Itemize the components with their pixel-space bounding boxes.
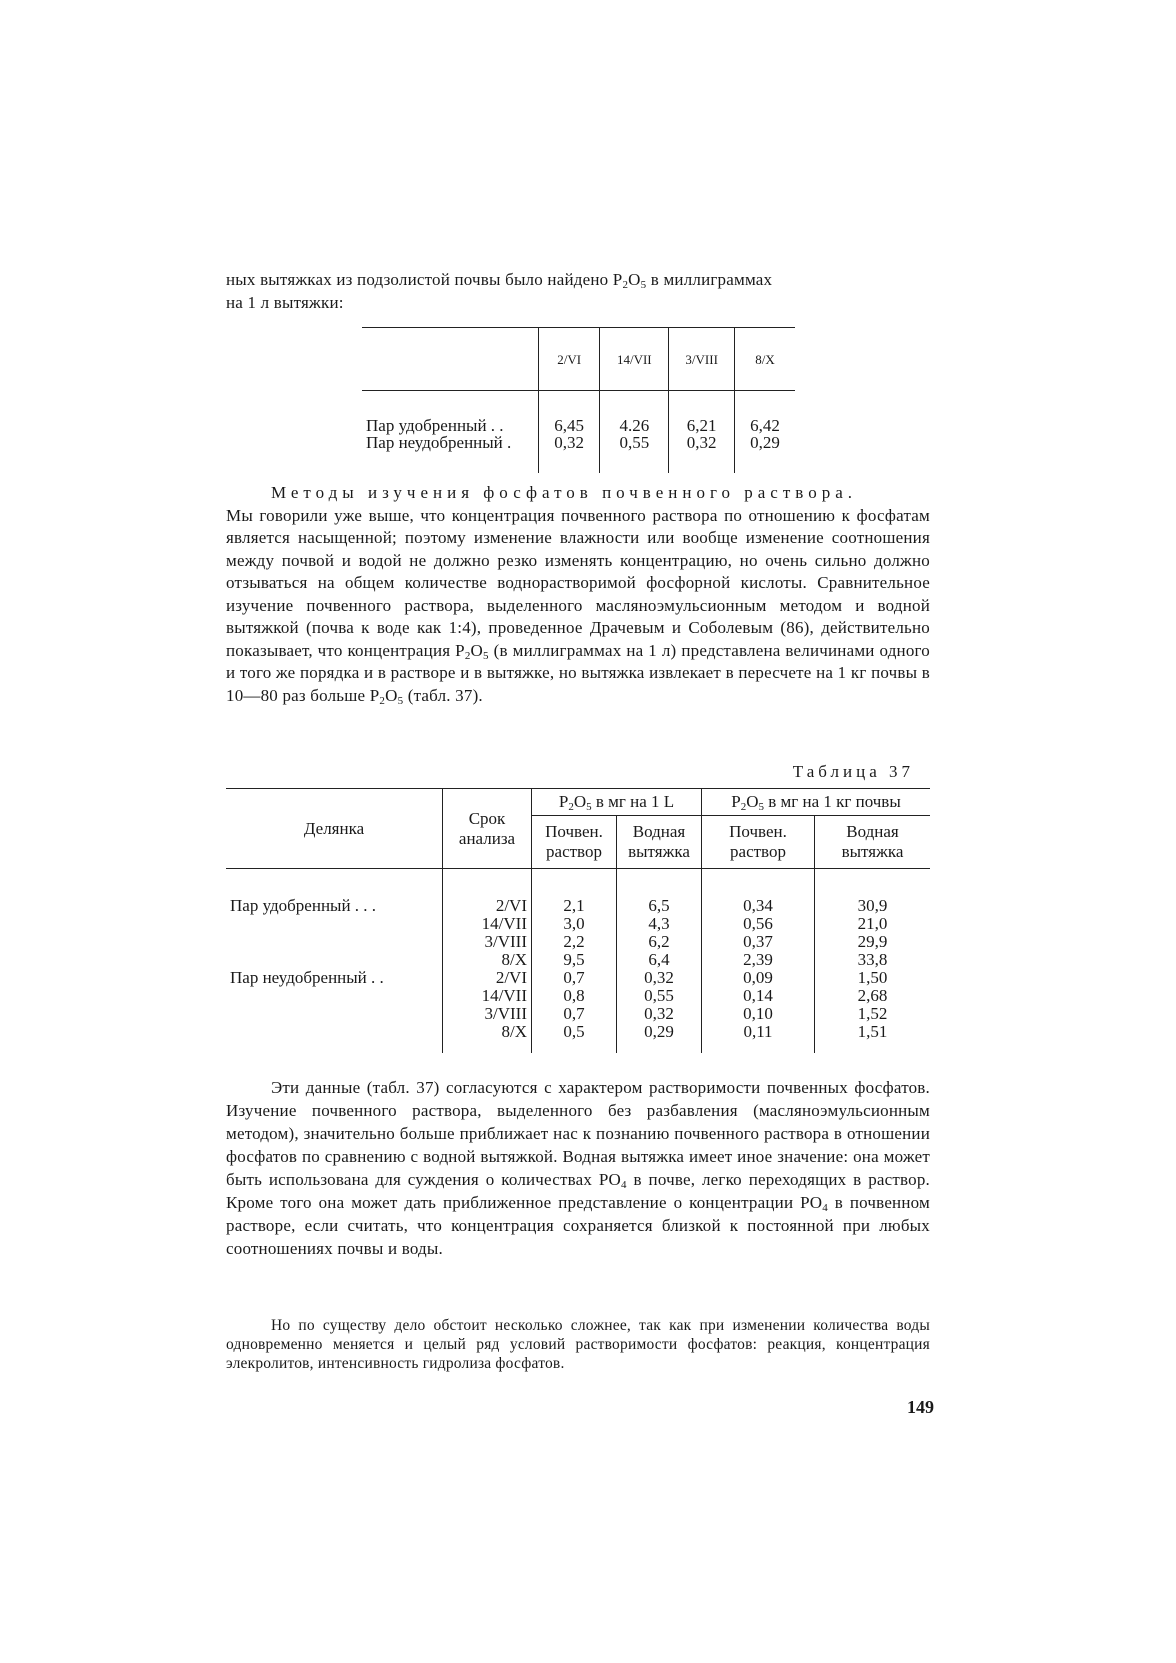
- sub-water-2: Водная вытяжка: [815, 816, 931, 869]
- table-37: [226, 788, 930, 1053]
- cell-value: 9,5: [532, 951, 617, 969]
- cell-date: 14/VII: [443, 987, 532, 1005]
- table-1: [362, 327, 795, 473]
- cell-value: 0,10: [702, 1005, 815, 1023]
- cell-value: 4,3: [617, 915, 702, 933]
- cell-value: 0,11: [702, 1023, 815, 1041]
- t1-row-label: Пар неудобренный .: [366, 433, 512, 452]
- methods-heading: Методы изучения фосфатов почвенного раствора.: [271, 483, 857, 502]
- cell-date: 14/VII: [443, 915, 532, 933]
- cell-value: 2,1: [532, 897, 617, 915]
- sub-soil-1: Почвен. раствор: [532, 816, 617, 869]
- header-date: Срок анализа: [443, 789, 532, 869]
- page-number: 149: [907, 1397, 934, 1417]
- cell-value: 1,52: [815, 1005, 931, 1023]
- cell-value: 3,0: [532, 915, 617, 933]
- cell-value: 21,0: [815, 915, 931, 933]
- header-group-2: $P_2O_5$ в мг на 1 кг почвы: [702, 789, 931, 816]
- row-group-label: Пар удобренный . . .: [230, 896, 377, 915]
- cell-value: 1,50: [815, 969, 931, 987]
- cell-value: 33,8: [815, 951, 931, 969]
- table-row: Пар удобренный . . 6,45 4.26 6,21 6,42: [362, 417, 795, 434]
- t1-header-1: 2/VI: [539, 328, 600, 391]
- table-row: [226, 987, 930, 1005]
- cell-value: 0,7: [532, 1005, 617, 1023]
- cell-value: 0,5: [532, 1023, 617, 1041]
- row-group-label: [226, 987, 443, 1005]
- cell-date: 8/X: [443, 951, 532, 969]
- cell-value: 30,9: [815, 897, 931, 915]
- cell-value: 1,51: [815, 1023, 931, 1041]
- table-row: [226, 1005, 930, 1023]
- cell-value: 0,34: [702, 897, 815, 915]
- cell-value: 0,7: [532, 969, 617, 987]
- cell-date: 3/VIII: [443, 1005, 532, 1023]
- row-group-label: [226, 1023, 443, 1041]
- header-group-1: $P_2O_5$ в мг на 1 L: [532, 789, 702, 816]
- cell-value: 0,56: [702, 915, 815, 933]
- cell-value: 6,4: [617, 951, 702, 969]
- cell-value: 0,55: [617, 987, 702, 1005]
- small-print-paragraph: Но по существу дело обстоит несколько сложнее, так как при изменении количества воды одновременно меняется и целый ряд условий растворимости фосфатов: реакция, концентрация элекролитов, интенсивность гидролиза фосфатов.: [226, 1317, 930, 1372]
- cell-date: 3/VIII: [443, 933, 532, 951]
- cell-value: 6,2: [617, 933, 702, 951]
- table-row: [226, 1023, 930, 1041]
- sub-soil-2: Почвен. раствор: [702, 816, 815, 869]
- t1-header-2: 14/VII: [600, 328, 669, 391]
- table-row: Пар неудобренный . 0,32 0,55 0,32 0,29: [362, 434, 795, 451]
- table-caption: Таблица 37: [792, 762, 914, 781]
- conclusion-paragraph: Эти данные (табл. 37) согласуются с характером растворимости почвенных фосфатов. Изучение почвенного раствора, выделенного без разбавления (масляноэмульсионным методом), значительно больше приближает нас к познанию почвенного раствора в отношении фосфатов по сравнению с водной вытяжкой. Водная вытяжка имеет иное значение: она может быть использована для суждения о количествах $PO_4$ в почве, легко переходящих в раствор. Кроме того она может дать приближенное представление о концентрации $PO_4$ в почвенном растворе, если считать, что концентрация сохраняется близкой к постоянной при любых соотношениях почвы и воды.: [226, 1078, 930, 1258]
- row-group-label: [226, 933, 443, 951]
- cell-value: 0,14: [702, 987, 815, 1005]
- cell-value: 29,9: [815, 933, 931, 951]
- intro-paragraph: ных вытяжках из подзолистой почвы было найдено $P_2O_5$ в миллиграммах на 1 л вытяжки:: [226, 270, 773, 312]
- header-plot: Делянка: [303, 818, 365, 838]
- table-row: [226, 897, 930, 915]
- cell-value: 2,2: [532, 933, 617, 951]
- cell-date: 2/VI: [443, 969, 532, 987]
- row-group-label: Пар неудобренный . .: [230, 968, 384, 987]
- row-group-label: [226, 951, 443, 969]
- cell-value: 0,32: [617, 1005, 702, 1023]
- intro-line2: на 1 л вытяжки:: [226, 293, 344, 312]
- t1-header-4: 8/X: [734, 328, 795, 391]
- table-row: [226, 951, 930, 969]
- table-row: [226, 969, 930, 987]
- sub-water-1: Водная вытяжка: [617, 816, 702, 869]
- cell-value: 0,09: [702, 969, 815, 987]
- t1-row-label: Пар удобренный . .: [366, 416, 504, 435]
- cell-value: 0,37: [702, 933, 815, 951]
- cell-value: 0,8: [532, 987, 617, 1005]
- table-row: [226, 915, 930, 933]
- cell-value: 0,29: [617, 1023, 702, 1041]
- cell-date: 8/X: [443, 1023, 532, 1041]
- table-row: [226, 933, 930, 951]
- t1-header-3: 3/VIII: [669, 328, 735, 391]
- row-group-label: [226, 915, 443, 933]
- cell-value: 0,32: [617, 969, 702, 987]
- row-group-label: [226, 1005, 443, 1023]
- cell-date: 2/VI: [443, 897, 532, 915]
- cell-value: 2,68: [815, 987, 931, 1005]
- cell-value: 2,39: [702, 951, 815, 969]
- methods-paragraph: Методы изучения фосфатов почвенного раствора. Мы говорили уже выше, что концентрация почвенного раствора по отношению к фосфатам является насыщенной; поэтому изменение влажности или вообще изменение соотношения между почвой и водой не должно резко изменять концентрацию, но очень сильно должно отзываться на общем количестве воднорастворимой фосфорной кислоты. Сравнительное изучение почвенного раствора, выделенного масляноэмульсионным методом и водной вытяжкой (почва к воде как 1:4), проведенное Драчевым и Соболевым (86), действительно показывает, что концентрация $P_2O_5$ (в миллиграммах на 1 л) представлена величинами одного и того же порядка и в растворе и в вытяжке, но вытяжка извлекает в пересчете на 1 кг почвы в 10—80 раз больше $P_2O_5$ (табл. 37).: [226, 483, 931, 707]
- cell-value: 6,5: [617, 897, 702, 915]
